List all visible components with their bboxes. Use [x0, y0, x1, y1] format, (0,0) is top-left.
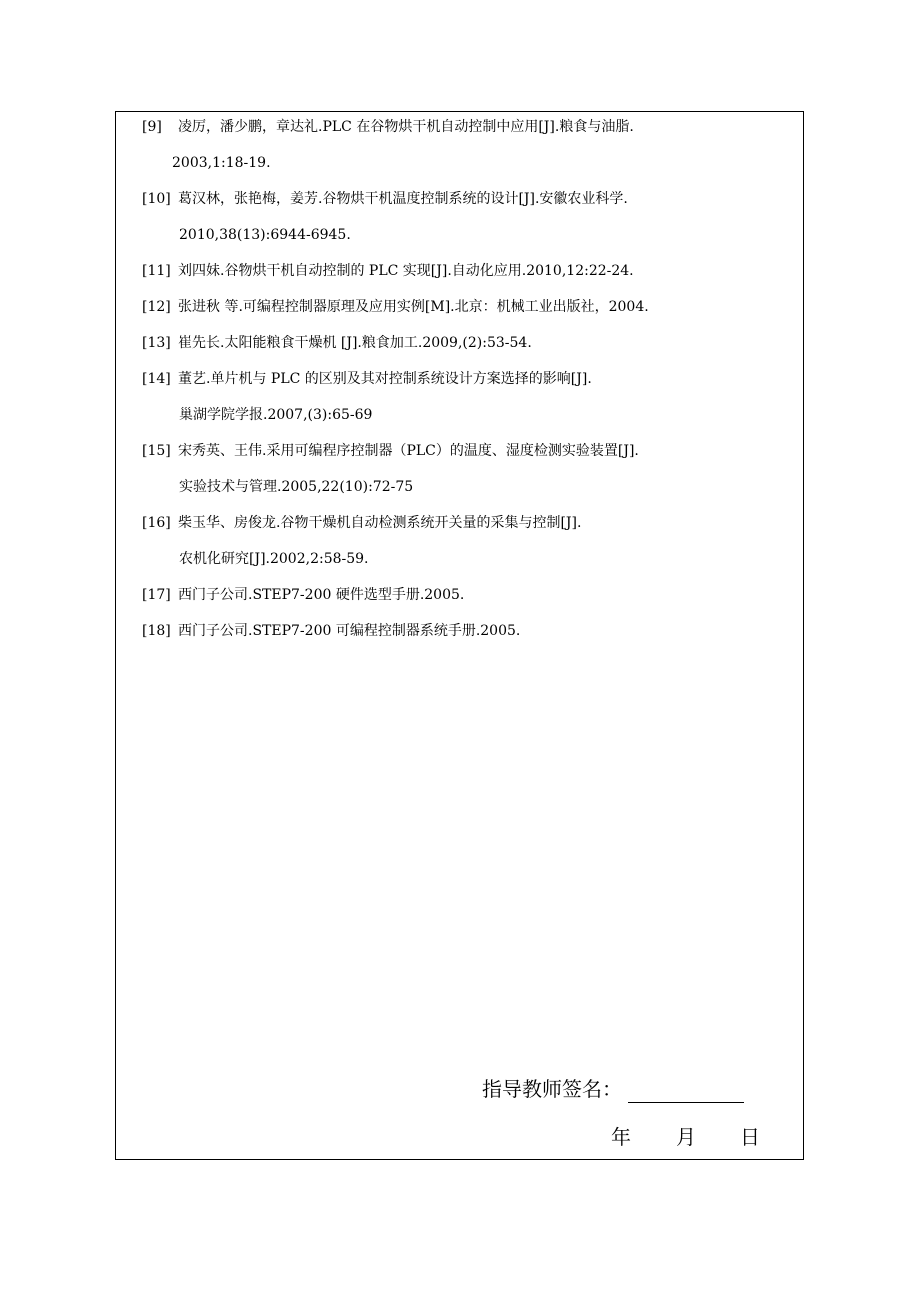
reference-text: 崔先长.太阳能粮食干燥机 [J].粮食加工.2009,(2):53-54.: [178, 335, 532, 351]
reference-number: [13]: [142, 335, 171, 351]
reference-item-11: [142, 262, 762, 280]
reference-text: 张进秋 等.可编程控制器原理及应用实例[M].北京：机械工业出版社，2004.: [178, 299, 649, 315]
reference-text: 柴玉华、房俊龙.谷物干燥机自动检测系统开关量的采集与控制[J].: [178, 515, 582, 531]
reference-number: [9]: [142, 119, 162, 135]
signature-label: 指导教师签名：: [482, 1077, 622, 1101]
reference-text: 刘四妹.谷物烘干机自动控制的 PLC 实现[J].自动化应用.2010,12:22-24.: [178, 263, 634, 279]
reference-text: 凌厉，潘少鹏，章达礼.PLC 在谷物烘干机自动控制中应用[J].粮食与油脂.: [178, 119, 634, 135]
reference-text: 董艺.单片机与 PLC 的区别及其对控制系统设计方案选择的影响[J].: [178, 371, 592, 387]
date-year-label: 年: [611, 1125, 631, 1149]
reference-continuation: 2010,38(13):6944-6945.: [179, 227, 351, 243]
reference-continuation: 农机化研究[J].2002,2:58-59.: [179, 551, 369, 567]
date-month-label: 月: [676, 1125, 696, 1149]
reference-number: [12]: [142, 299, 171, 315]
reference-item-9: [142, 118, 762, 172]
reference-number: [16]: [142, 515, 171, 531]
signature-line[interactable]: [628, 1080, 744, 1103]
reference-item-17: [142, 586, 762, 604]
reference-text: 西门子公司.STEP7-200 可编程控制器系统手册.2005.: [178, 623, 521, 639]
reference-item-16: [142, 514, 762, 568]
reference-number: [15]: [142, 443, 171, 459]
reference-number: [17]: [142, 587, 171, 603]
signature-block: [482, 1075, 744, 1103]
reference-number: [18]: [142, 623, 171, 639]
reference-continuation: 巢湖学院学报.2007,(3):65-69: [179, 407, 373, 423]
reference-list: [142, 118, 762, 658]
reference-text: 宋秀英、王伟.采用可编程序控制器（PLC）的温度、湿度检测实验装置[J].: [178, 443, 639, 459]
reference-item-15: [142, 442, 762, 496]
reference-number: [14]: [142, 371, 171, 387]
reference-number: [11]: [142, 263, 171, 279]
reference-item-14: [142, 370, 762, 424]
reference-item-13: [142, 334, 762, 352]
reference-text: 西门子公司.STEP7-200 硬件选型手册.2005.: [178, 587, 465, 603]
reference-continuation: 2003,1:18-19.: [172, 155, 271, 171]
reference-item-18: [142, 622, 762, 640]
reference-item-12: [142, 298, 762, 316]
reference-number: [10]: [142, 191, 171, 207]
date-day-label: 日: [740, 1125, 760, 1149]
reference-text: 葛汉林，张艳梅，姜芳.谷物烘干机温度控制系统的设计[J].安徽农业科学.: [178, 191, 628, 207]
reference-item-10: [142, 190, 762, 244]
reference-continuation: 实验技术与管理.2005,22(10):72-75: [179, 479, 414, 495]
